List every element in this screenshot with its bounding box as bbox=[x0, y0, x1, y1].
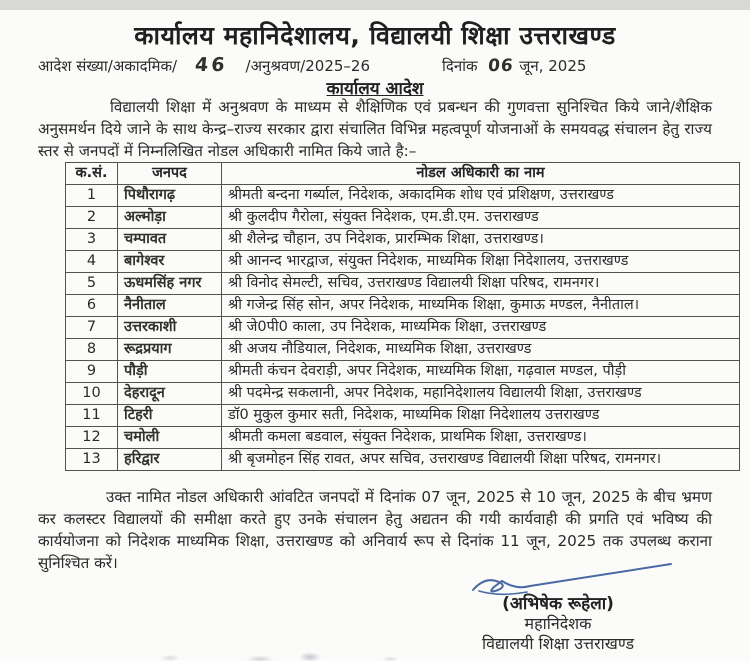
row-district: रूद्रप्रयाग bbox=[118, 339, 222, 361]
row-officer-name: डॉ0 मुकुल कुमार सती, निदेशक, माध्यमिक शिक्षा निदेशालय उत्तराखण्ड bbox=[222, 405, 740, 427]
table-row bbox=[66, 251, 740, 273]
row-officer-name: श्रीमती बन्दना गर्ब्याल, निदेशक, अकादमिक शोध एवं प्रशिक्षण, उत्तराखण्ड bbox=[222, 185, 740, 207]
table-row bbox=[66, 383, 740, 405]
row-district: चमोली bbox=[118, 427, 222, 449]
row-officer-name: श्री बृजमोहन सिंह रावत, अपर सचिव, उत्तराखण्ड विद्यालयी शिक्षा परिषद, रामनगर। bbox=[222, 449, 740, 471]
signatory-organization: विद्यालयी शिक्षा उत्तराखण्ड bbox=[481, 634, 635, 653]
officer-table-body bbox=[66, 185, 740, 471]
row-officer-name: श्रीमती कमला बडवाल, संयुक्त निदेशक, प्राथमिक शिक्षा, उत्तराखण्ड। bbox=[222, 427, 740, 449]
order-date-label: दिनांक bbox=[442, 57, 478, 75]
row-officer-name: श्री जे0पी0 काला, उप निदेशक, माध्यमिक शिक्षा, उत्तराखण्ड bbox=[222, 317, 740, 339]
row-officer-name: श्री कुलदीप गैरोला, संयुक्त निदेशक, एम.डी.एम. उत्तराखण्ड bbox=[222, 207, 740, 229]
order-date-suffix: जून, 2025 bbox=[519, 57, 587, 75]
row-district: पौड़ी bbox=[118, 361, 222, 383]
row-serial-number: 7 bbox=[66, 317, 118, 339]
table-row bbox=[66, 229, 740, 251]
row-officer-name: श्री अजय नौडियाल, निदेशक, माध्यमिक शिक्षा, उत्तराखण्ड bbox=[222, 339, 740, 361]
page-title: कार्यालय महानिदेशालय, विद्यालयी शिक्षा उत्तराखण्ड bbox=[134, 21, 616, 50]
row-officer-name: श्री आनन्द भारद्वाज, संयुक्त निदेशक, माध्यमिक शिक्षा निदेशालय, उत्तराखण्ड bbox=[222, 251, 740, 273]
office-order-subheading: कार्यालय आदेश bbox=[326, 79, 424, 99]
row-officer-name: श्रीमती कंचन देवराड़ी, अपर निदेशक, माध्यमिक शिक्षा, गढ़वाल मण्डल, पौड़ी bbox=[222, 361, 740, 383]
cut-off-faint-text bbox=[150, 649, 430, 661]
nodal-officer-table bbox=[65, 162, 740, 471]
row-serial-number: 12 bbox=[66, 427, 118, 449]
row-serial-number: 2 bbox=[66, 207, 118, 229]
row-district: नैनीताल bbox=[118, 295, 222, 317]
signature-block bbox=[398, 560, 718, 654]
order-number-handwritten: 46 bbox=[194, 54, 229, 76]
row-district: देहरादून bbox=[118, 383, 222, 405]
order-number-line bbox=[38, 54, 712, 76]
row-officer-name: श्री गजेन्द्र सिंह सोन, अपर निदेशक, माध्यमिक शिक्षा, कुमाऊ मण्डल, नैनीताल। bbox=[222, 295, 740, 317]
row-district: पिथौरागढ़ bbox=[118, 185, 222, 207]
signature-ink-icon bbox=[433, 560, 683, 596]
table-row bbox=[66, 427, 740, 449]
header-officer-name: नोडल अधिकारी का नाम bbox=[222, 163, 740, 185]
signatory-name: (अभिषेक रूहेला) bbox=[502, 594, 614, 614]
row-serial-number: 9 bbox=[66, 361, 118, 383]
table-row bbox=[66, 317, 740, 339]
scan-top-edge bbox=[0, 0, 750, 10]
row-district: चम्पावत bbox=[118, 229, 222, 251]
signatory-designation: महानिदेशक bbox=[524, 614, 592, 633]
row-district: अल्मोड़ा bbox=[118, 207, 222, 229]
row-district: ऊधमसिंह नगर bbox=[118, 273, 222, 295]
row-officer-name: श्री शैलेन्द्र चौहान, उप निदेशक, प्रारम्भिक शिक्षा, उत्तराखण्ड। bbox=[222, 229, 740, 251]
table-row bbox=[66, 361, 740, 383]
row-serial-number: 10 bbox=[66, 383, 118, 405]
table-row bbox=[66, 273, 740, 295]
order-number-suffix: /अनुश्रवण/2025–26 bbox=[245, 57, 370, 75]
row-serial-number: 13 bbox=[66, 449, 118, 471]
table-row bbox=[66, 185, 740, 207]
order-date-handwritten: 06 bbox=[486, 56, 515, 76]
row-district: टिहरी bbox=[118, 405, 222, 427]
table-row bbox=[66, 295, 740, 317]
row-serial-number: 11 bbox=[66, 405, 118, 427]
row-serial-number: 5 bbox=[66, 273, 118, 295]
row-serial-number: 4 bbox=[66, 251, 118, 273]
row-serial-number: 8 bbox=[66, 339, 118, 361]
closing-paragraph: उक्त नामित नोडल अधिकारी आंवटित जनपदों में दिनांक 07 जून, 2025 से 10 जून, 2025 के बीच भ्रमण कर कलस्टर विद्यालयों की समीक्षा करते हुए उनके संचालन हेतु अद्यतन की गयी कार्यवाही की प्रगति एवं भविष्य की कार्ययोजना को निदेशक माध्यमिक शिक्षा, उत्तराखण्ड को अनिवार्य रूप से दिनांक 11 जून, 2025 तक उपलब्ध कराना सुनिश्चित करें। bbox=[38, 488, 712, 572]
header-district: जनपद bbox=[118, 163, 222, 185]
table-row bbox=[66, 207, 740, 229]
row-district: उत्तरकाशी bbox=[118, 317, 222, 339]
row-district: हरिद्वार bbox=[118, 449, 222, 471]
table-row bbox=[66, 449, 740, 471]
row-officer-name: श्री विनोद सेमल्टी, सचिव, उत्तराखण्ड विद्यालयी शिक्षा परिषद, रामनगर। bbox=[222, 273, 740, 295]
row-serial-number: 3 bbox=[66, 229, 118, 251]
row-serial-number: 6 bbox=[66, 295, 118, 317]
row-serial-number: 1 bbox=[66, 185, 118, 207]
table-header-row bbox=[66, 163, 740, 185]
row-district: बागेश्वर bbox=[118, 251, 222, 273]
intro-paragraph: विद्यालयी शिक्षा में अनुश्रवण के माध्यम से शैक्षिणिक एवं प्रबन्धन की गुणवत्ता सुनिश्चित किये जाने/शैक्षिक अनुसमर्थन दिये जाने के साथ केन्द्र–राज्य सरकार द्वारा संचालित विभिन्न महत्वपूर्ण योजनाओं के समयवद्ध संचालन हेतु राज्य स्तर से जनपदों में निम्नलिखित नोडल अधिकारी नामित किये जाते है:– bbox=[38, 98, 712, 160]
order-date bbox=[442, 56, 586, 76]
table-row bbox=[66, 339, 740, 361]
table-row bbox=[66, 405, 740, 427]
header-serial-number: क.सं. bbox=[66, 163, 118, 185]
row-officer-name: श्री पदमेन्द्र सकलानी, अपर निदेशक, महानिदेशालय विद्यालयी शिक्षा, उत्तराखण्ड bbox=[222, 383, 740, 405]
order-number-prefix: आदेश संख्या/अकादमिक/ bbox=[38, 57, 178, 75]
